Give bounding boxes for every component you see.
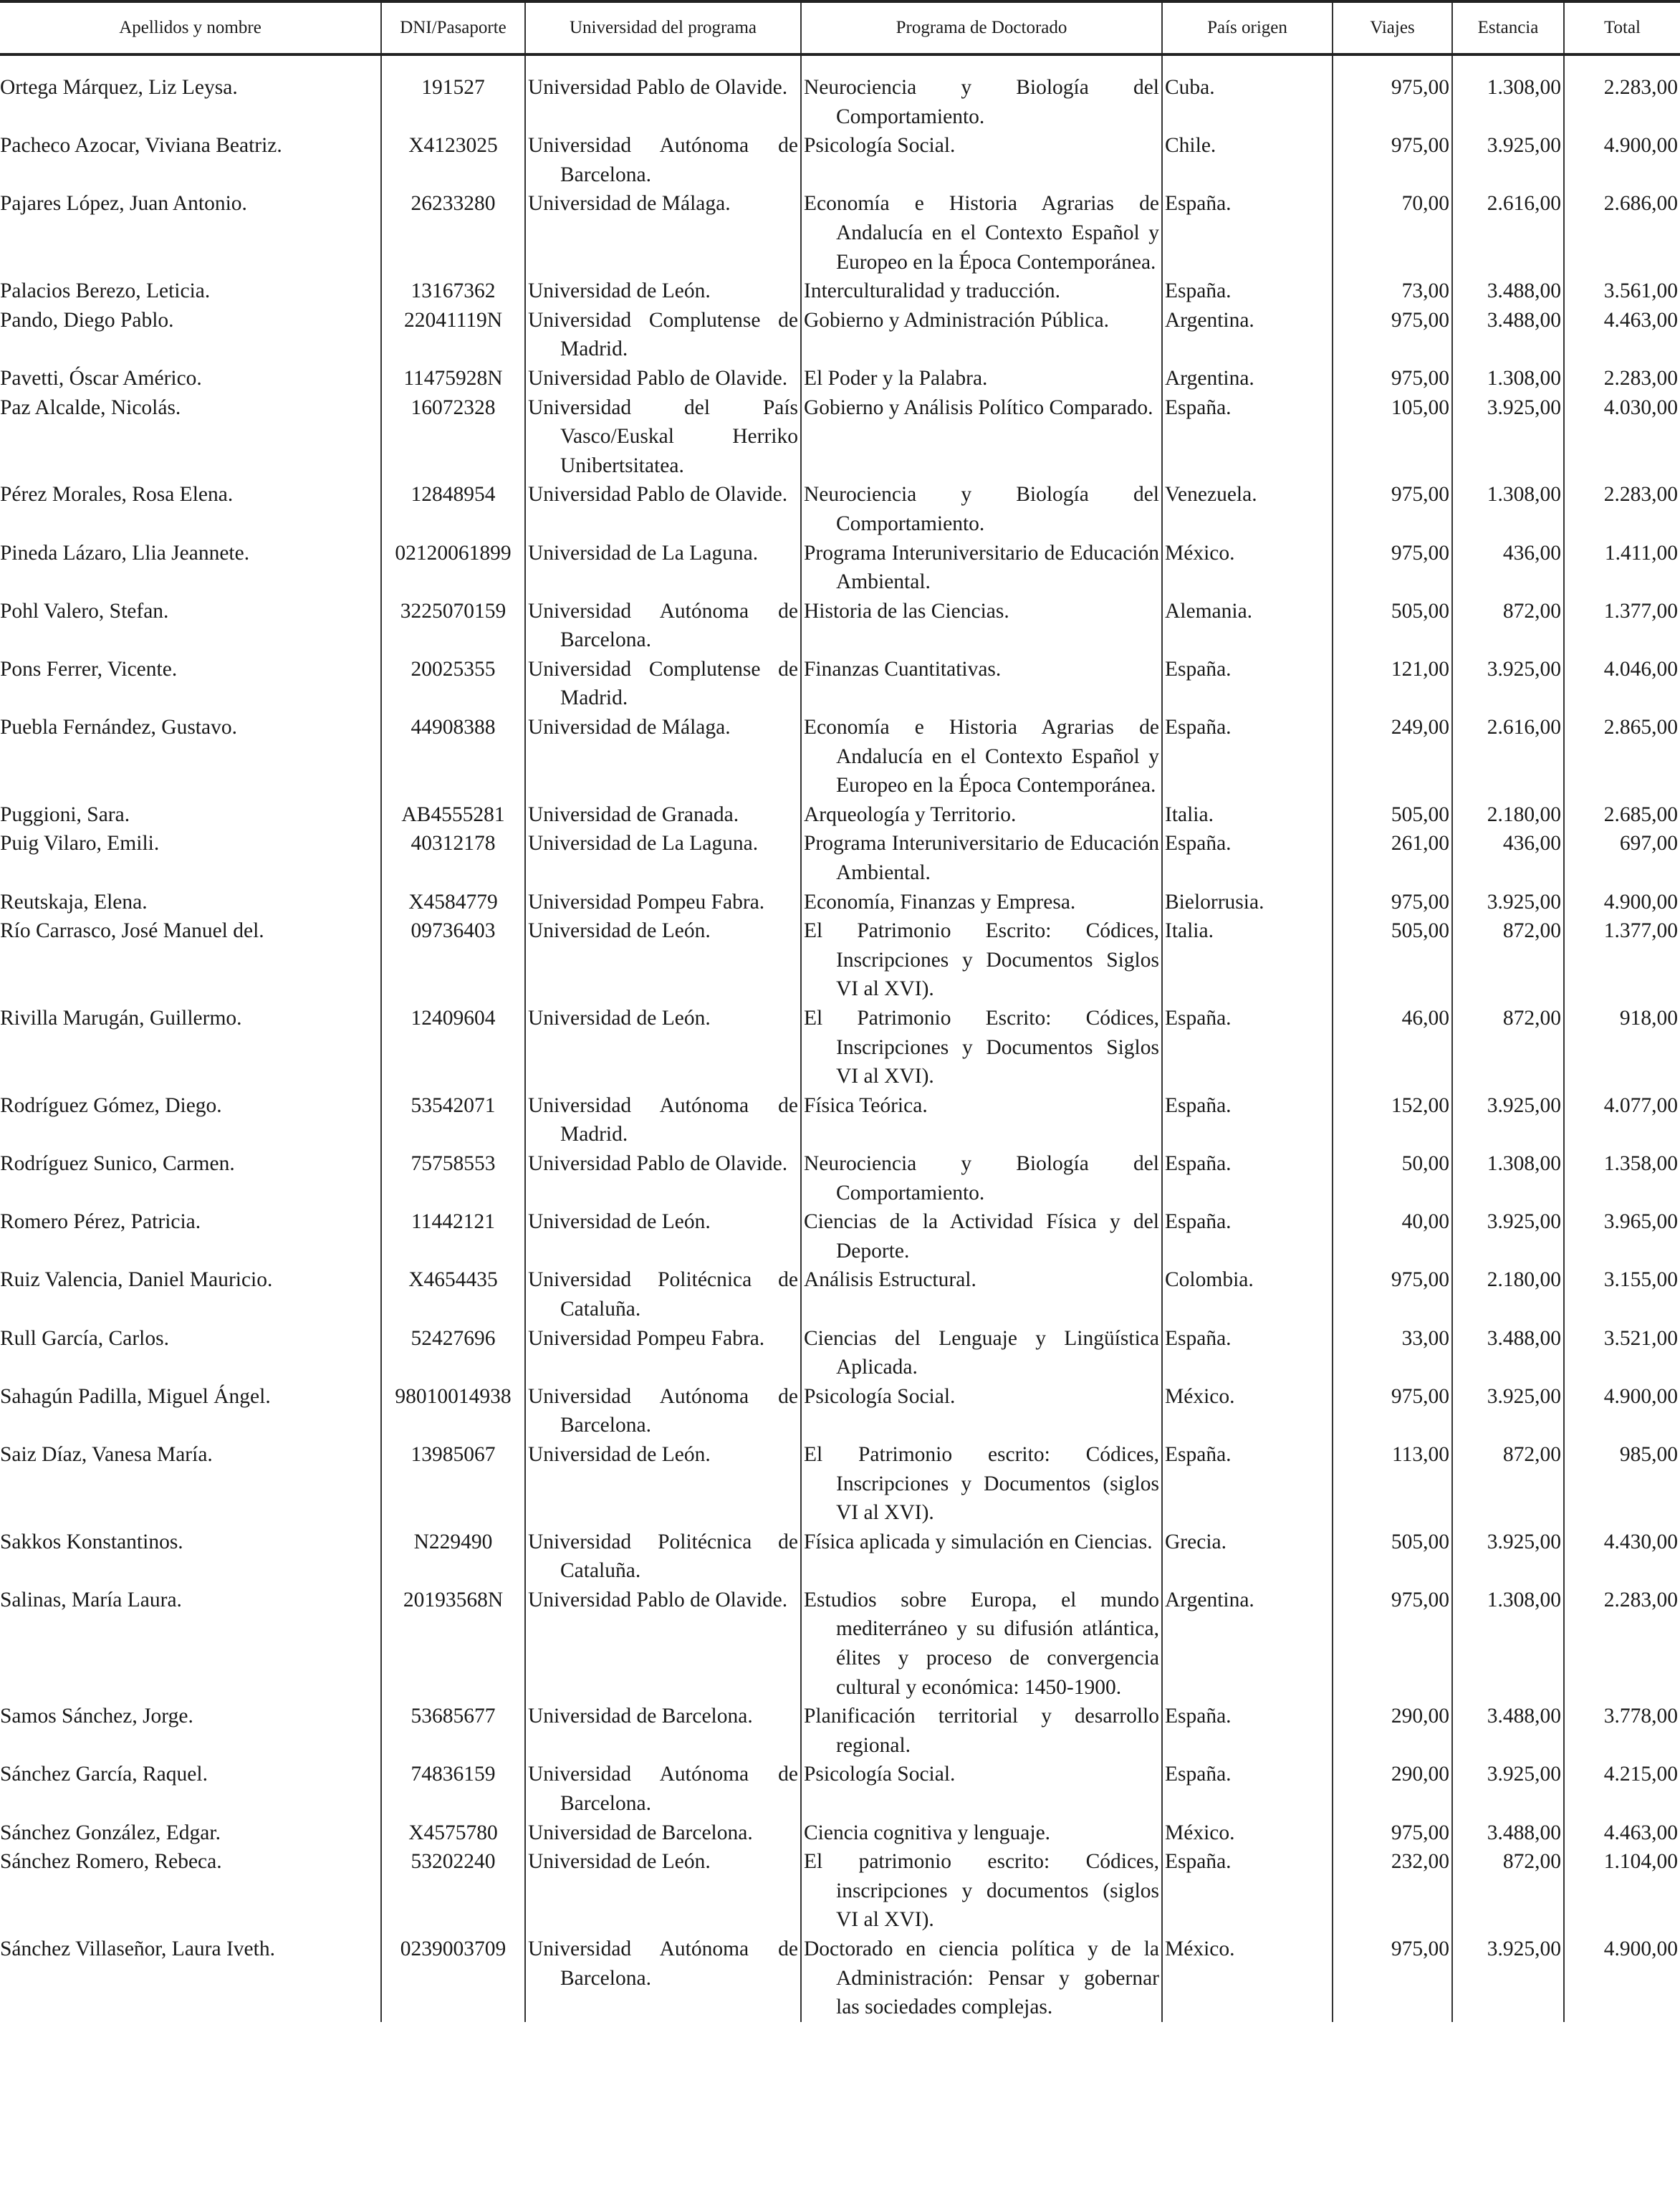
name-cell: Puggioni, Sara.: [0, 803, 130, 826]
travel-cell: 121,00: [1333, 655, 1452, 713]
program-cell: Psicología Social.: [801, 131, 1162, 189]
name-cell: Pajares López, Juan Antonio.: [0, 192, 247, 216]
travel-cell: 975,00: [1333, 1819, 1452, 1848]
stay-cell: 3.925,00: [1452, 1207, 1564, 1265]
header-university: Universidad del programa: [525, 1, 801, 54]
university-cell: Universidad de León.: [525, 1847, 801, 1935]
program-cell: Economía e Historia Agrarias de Andalucía en el Contexto Español y Europeo en la Época Contemporánea.: [801, 713, 1162, 800]
university-cell: Universidad Autónoma de Barcelona.: [525, 1382, 801, 1440]
table-row: [0, 597, 1680, 655]
total-cell: 2.283,00: [1564, 480, 1680, 538]
name-cell: Sakkos Konstantinos.: [0, 1530, 183, 1553]
stay-cell: 872,00: [1452, 1847, 1564, 1935]
dni-cell: 74836159: [381, 1760, 525, 1818]
program-cell: Estudios sobre Europa, el mundo mediterráneo y su difusión atlántica, élites y proceso de convergencia cultural y económica: 1450-1900.: [801, 1586, 1162, 1702]
table-row: [0, 1265, 1680, 1323]
table-row: [0, 1586, 1680, 1702]
travel-cell: 261,00: [1333, 829, 1452, 887]
university-cell: Universidad de Málaga.: [525, 713, 801, 800]
header-stay: Estancia: [1452, 1, 1564, 54]
header-program: Programa de Doctorado: [801, 1, 1162, 54]
dni-cell: 3225070159: [381, 597, 525, 655]
country-cell: Venezuela.: [1162, 480, 1333, 538]
stay-cell: 3.925,00: [1452, 393, 1564, 481]
header-total: Total: [1564, 1, 1680, 54]
country-cell: España.: [1162, 1760, 1333, 1818]
table-row: [0, 1207, 1680, 1265]
total-cell: 1.104,00: [1564, 1847, 1680, 1935]
dni-cell: 20025355: [381, 655, 525, 713]
total-cell: 3.778,00: [1564, 1702, 1680, 1760]
total-cell: 4.900,00: [1564, 131, 1680, 189]
total-cell: 918,00: [1564, 1004, 1680, 1091]
table-row: [0, 655, 1680, 713]
dni-cell: 191527: [381, 54, 525, 131]
dni-cell: 13167362: [381, 277, 525, 306]
total-cell: 2.283,00: [1564, 54, 1680, 131]
dni-cell: 22041119N: [381, 306, 525, 364]
stay-cell: 872,00: [1452, 1004, 1564, 1091]
program-cell: Historia de las Ciencias.: [801, 597, 1162, 655]
name-cell: Ortega Márquez, Liz Leysa.: [0, 76, 238, 99]
university-cell: Universidad de La Laguna.: [525, 829, 801, 887]
total-cell: 3.155,00: [1564, 1265, 1680, 1323]
stay-cell: 3.925,00: [1452, 1091, 1564, 1149]
country-cell: México.: [1162, 1935, 1333, 2022]
stay-cell: 3.925,00: [1452, 131, 1564, 189]
travel-cell: 290,00: [1333, 1702, 1452, 1760]
country-cell: Grecia.: [1162, 1528, 1333, 1586]
total-cell: 4.900,00: [1564, 888, 1680, 917]
name-cell: Pavetti, Óscar Américo.: [0, 366, 202, 390]
program-cell: Gobierno y Análisis Político Comparado.: [801, 393, 1162, 481]
table-row: [0, 54, 1680, 131]
program-cell: Física Teórica.: [801, 1091, 1162, 1149]
dni-cell: 53202240: [381, 1847, 525, 1935]
name-cell: Reutskaja, Elena.: [0, 890, 148, 914]
dni-cell: 26233280: [381, 189, 525, 277]
total-cell: 985,00: [1564, 1440, 1680, 1528]
total-cell: 4.030,00: [1564, 393, 1680, 481]
name-cell: Ruiz Valencia, Daniel Mauricio.: [0, 1268, 273, 1292]
stay-cell: 2.616,00: [1452, 189, 1564, 277]
program-cell: Interculturalidad y traducción.: [801, 277, 1162, 306]
total-cell: 1.411,00: [1564, 539, 1680, 597]
dni-cell: AB4555281: [381, 800, 525, 830]
table-row: [0, 713, 1680, 800]
university-cell: Universidad Politécnica de Cataluña.: [525, 1528, 801, 1586]
program-cell: Doctorado en ciencia política y de la Administración: Pensar y gobernar las sociedades complejas.: [801, 1935, 1162, 2022]
table-row: [0, 1935, 1680, 2022]
university-cell: Universidad de Barcelona.: [525, 1702, 801, 1760]
table-row: [0, 829, 1680, 887]
program-cell: Gobierno y Administración Pública.: [801, 306, 1162, 364]
name-cell: Puig Vilaro, Emili.: [0, 832, 160, 856]
table-row: [0, 539, 1680, 597]
university-cell: Universidad de Granada.: [525, 800, 801, 830]
university-cell: Universidad Autónoma de Barcelona.: [525, 1760, 801, 1818]
stay-cell: 3.925,00: [1452, 1760, 1564, 1818]
dni-cell: 12848954: [381, 480, 525, 538]
name-cell: Saiz Díaz, Vanesa María.: [0, 1442, 213, 1466]
dni-cell: 11442121: [381, 1207, 525, 1265]
stay-cell: 872,00: [1452, 597, 1564, 655]
university-cell: Universidad Pompeu Fabra.: [525, 888, 801, 917]
dni-cell: X4584779: [381, 888, 525, 917]
name-cell: Rodríguez Sunico, Carmen.: [0, 1151, 235, 1175]
table-row: [0, 1324, 1680, 1382]
dni-cell: 52427696: [381, 1324, 525, 1382]
program-cell: Economía e Historia Agrarias de Andalucía en el Contexto Español y Europeo en la Época Contemporánea.: [801, 189, 1162, 277]
dni-cell: X4123025: [381, 131, 525, 189]
dni-cell: 16072328: [381, 393, 525, 481]
travel-cell: 975,00: [1333, 1265, 1452, 1323]
dni-cell: 20193568N: [381, 1586, 525, 1702]
country-cell: Bielorrusia.: [1162, 888, 1333, 917]
university-cell: Universidad de Barcelona.: [525, 1819, 801, 1848]
university-cell: Universidad de León.: [525, 1207, 801, 1265]
country-cell: España.: [1162, 1207, 1333, 1265]
university-cell: Universidad Pompeu Fabra.: [525, 1324, 801, 1382]
university-cell: Universidad Pablo de Olavide.: [525, 480, 801, 538]
name-cell: Pacheco Azocar, Viviana Beatriz.: [0, 134, 282, 158]
country-cell: Argentina.: [1162, 306, 1333, 364]
stay-cell: 3.925,00: [1452, 655, 1564, 713]
stay-cell: 2.180,00: [1452, 800, 1564, 830]
total-cell: 4.430,00: [1564, 1528, 1680, 1586]
table-row: [0, 800, 1680, 830]
name-cell: Salinas, María Laura.: [0, 1588, 182, 1611]
name-cell: Rodríguez Gómez, Diego.: [0, 1093, 222, 1117]
table-row: [0, 1091, 1680, 1149]
name-cell: Sánchez García, Raquel.: [0, 1763, 208, 1786]
total-cell: 3.965,00: [1564, 1207, 1680, 1265]
table-row: [0, 888, 1680, 917]
stay-cell: 436,00: [1452, 539, 1564, 597]
program-cell: Análisis Estructural.: [801, 1265, 1162, 1323]
table-row: [0, 1819, 1680, 1848]
travel-cell: 152,00: [1333, 1091, 1452, 1149]
total-cell: 2.283,00: [1564, 364, 1680, 393]
dni-cell: 09736403: [381, 916, 525, 1004]
program-cell: Economía, Finanzas y Empresa.: [801, 888, 1162, 917]
program-cell: Programa Interuniversitario de Educación Ambiental.: [801, 539, 1162, 597]
stay-cell: 3.925,00: [1452, 888, 1564, 917]
country-cell: España.: [1162, 277, 1333, 306]
stay-cell: 1.308,00: [1452, 364, 1564, 393]
university-cell: Universidad Autónoma de Barcelona.: [525, 1935, 801, 2022]
travel-cell: 249,00: [1333, 713, 1452, 800]
travel-cell: 505,00: [1333, 1528, 1452, 1586]
table-row: [0, 393, 1680, 481]
university-cell: Universidad Pablo de Olavide.: [525, 1149, 801, 1207]
country-cell: México.: [1162, 539, 1333, 597]
name-cell: Rull García, Carlos.: [0, 1326, 169, 1350]
total-cell: 1.377,00: [1564, 597, 1680, 655]
university-cell: Universidad de León.: [525, 1004, 801, 1091]
table-row: [0, 1847, 1680, 1935]
table-row: [0, 1440, 1680, 1528]
header-name: Apellidos y nombre: [0, 1, 381, 54]
country-cell: España.: [1162, 829, 1333, 887]
travel-cell: 975,00: [1333, 131, 1452, 189]
university-cell: Universidad Complutense de Madrid.: [525, 306, 801, 364]
stay-cell: 1.308,00: [1452, 54, 1564, 131]
program-cell: Programa Interuniversitario de Educación Ambiental.: [801, 829, 1162, 887]
country-cell: España.: [1162, 713, 1333, 800]
total-cell: 4.900,00: [1564, 1382, 1680, 1440]
program-cell: Psicología Social.: [801, 1382, 1162, 1440]
table-row: [0, 131, 1680, 189]
travel-cell: 70,00: [1333, 189, 1452, 277]
travel-cell: 505,00: [1333, 597, 1452, 655]
travel-cell: 33,00: [1333, 1324, 1452, 1382]
stay-cell: 3.488,00: [1452, 1324, 1564, 1382]
table-row: [0, 1702, 1680, 1760]
university-cell: Universidad Politécnica de Cataluña.: [525, 1265, 801, 1323]
total-cell: 4.077,00: [1564, 1091, 1680, 1149]
program-cell: Psicología Social.: [801, 1760, 1162, 1818]
dni-cell: 44908388: [381, 713, 525, 800]
country-cell: España.: [1162, 1004, 1333, 1091]
name-cell: Samos Sánchez, Jorge.: [0, 1705, 193, 1728]
program-cell: Planificación territorial y desarrollo regional.: [801, 1702, 1162, 1760]
university-cell: Universidad de La Laguna.: [525, 539, 801, 597]
country-cell: Cuba.: [1162, 54, 1333, 131]
total-cell: 1.358,00: [1564, 1149, 1680, 1207]
name-cell: Rivilla Marugán, Guillermo.: [0, 1007, 242, 1030]
total-cell: 697,00: [1564, 829, 1680, 887]
stay-cell: 1.308,00: [1452, 1149, 1564, 1207]
program-cell: El Poder y la Palabra.: [801, 364, 1162, 393]
name-cell: Palacios Berezo, Leticia.: [0, 279, 211, 303]
total-cell: 4.215,00: [1564, 1760, 1680, 1818]
dni-cell: 75758553: [381, 1149, 525, 1207]
university-cell: Universidad de León.: [525, 916, 801, 1004]
country-cell: Chile.: [1162, 131, 1333, 189]
travel-cell: 975,00: [1333, 1586, 1452, 1702]
total-cell: 2.685,00: [1564, 800, 1680, 830]
country-cell: Italia.: [1162, 800, 1333, 830]
stay-cell: 2.616,00: [1452, 713, 1564, 800]
dni-cell: 53685677: [381, 1702, 525, 1760]
name-cell: Sánchez Villaseñor, Laura Iveth.: [0, 1937, 275, 1960]
total-cell: 1.377,00: [1564, 916, 1680, 1004]
university-cell: Universidad Complutense de Madrid.: [525, 655, 801, 713]
name-cell: Puebla Fernández, Gustavo.: [0, 716, 237, 739]
program-cell: El Patrimonio escrito: Códices, Inscripciones y Documentos (siglos VI al XVI).: [801, 1440, 1162, 1528]
travel-cell: 46,00: [1333, 1004, 1452, 1091]
stay-cell: 3.488,00: [1452, 306, 1564, 364]
dni-cell: 11475928N: [381, 364, 525, 393]
name-cell: Romero Pérez, Patricia.: [0, 1210, 201, 1234]
program-cell: Ciencias de la Actividad Física y del Deporte.: [801, 1207, 1162, 1265]
country-cell: Italia.: [1162, 916, 1333, 1004]
university-cell: Universidad de Málaga.: [525, 189, 801, 277]
travel-cell: 975,00: [1333, 888, 1452, 917]
table-row: [0, 1382, 1680, 1440]
travel-cell: 113,00: [1333, 1440, 1452, 1528]
table-row: [0, 364, 1680, 393]
table-row: [0, 277, 1680, 306]
travel-cell: 50,00: [1333, 1149, 1452, 1207]
total-cell: 2.686,00: [1564, 189, 1680, 277]
travel-cell: 975,00: [1333, 1935, 1452, 2022]
program-cell: Finanzas Cuantitativas.: [801, 655, 1162, 713]
university-cell: Universidad Autónoma de Madrid.: [525, 1091, 801, 1149]
table-body: [0, 54, 1680, 2022]
name-cell: Pons Ferrer, Vicente.: [0, 657, 178, 681]
travel-cell: 975,00: [1333, 480, 1452, 538]
country-cell: España.: [1162, 655, 1333, 713]
stay-cell: 3.488,00: [1452, 1702, 1564, 1760]
travel-cell: 505,00: [1333, 916, 1452, 1004]
program-cell: Física aplicada y simulación en Ciencias.: [801, 1528, 1162, 1586]
table-row: [0, 1004, 1680, 1091]
header-dni: DNI/Pasaporte: [381, 1, 525, 54]
name-cell: Pando, Diego Pablo.: [0, 308, 174, 332]
program-cell: Ciencia cognitiva y lenguaje.: [801, 1819, 1162, 1848]
university-cell: Universidad Pablo de Olavide.: [525, 54, 801, 131]
program-cell: El Patrimonio Escrito: Códices, Inscripciones y Documentos Siglos VI al XVI).: [801, 1004, 1162, 1091]
name-cell: Pineda Lázaro, Llia Jeannete.: [0, 541, 250, 565]
total-cell: 2.283,00: [1564, 1586, 1680, 1702]
stay-cell: 3.925,00: [1452, 1528, 1564, 1586]
table-row: [0, 480, 1680, 538]
country-cell: España.: [1162, 189, 1333, 277]
program-cell: Neurociencia y Biología del Comportamiento.: [801, 1149, 1162, 1207]
country-cell: España.: [1162, 1091, 1333, 1149]
header-country: País origen: [1162, 1, 1333, 54]
stay-cell: 1.308,00: [1452, 1586, 1564, 1702]
total-cell: 4.463,00: [1564, 1819, 1680, 1848]
stay-cell: 3.925,00: [1452, 1935, 1564, 2022]
dni-cell: 98010014938: [381, 1382, 525, 1440]
dni-cell: X4575780: [381, 1819, 525, 1848]
table-row: [0, 916, 1680, 1004]
program-cell: El patrimonio escrito: Códices, inscripciones y documentos (siglos VI al XVI).: [801, 1847, 1162, 1935]
country-cell: México.: [1162, 1819, 1333, 1848]
name-cell: Pérez Morales, Rosa Elena.: [0, 483, 234, 507]
country-cell: Colombia.: [1162, 1265, 1333, 1323]
header-row: [0, 1, 1680, 54]
program-cell: Neurociencia y Biología del Comportamiento.: [801, 54, 1162, 131]
country-cell: Argentina.: [1162, 1586, 1333, 1702]
table-row: [0, 306, 1680, 364]
travel-cell: 232,00: [1333, 1847, 1452, 1935]
total-cell: 4.900,00: [1564, 1935, 1680, 2022]
table-row: [0, 1528, 1680, 1586]
program-cell: Neurociencia y Biología del Comportamiento.: [801, 480, 1162, 538]
travel-cell: 505,00: [1333, 800, 1452, 830]
country-cell: España.: [1162, 1702, 1333, 1760]
stay-cell: 872,00: [1452, 916, 1564, 1004]
country-cell: México.: [1162, 1382, 1333, 1440]
travel-cell: 975,00: [1333, 54, 1452, 131]
travel-cell: 105,00: [1333, 393, 1452, 481]
name-cell: Sahagún Padilla, Miguel Ángel.: [0, 1384, 271, 1408]
stay-cell: 3.488,00: [1452, 277, 1564, 306]
country-cell: Argentina.: [1162, 364, 1333, 393]
total-cell: 2.865,00: [1564, 713, 1680, 800]
stay-cell: 3.488,00: [1452, 1819, 1564, 1848]
name-cell: Paz Alcalde, Nicolás.: [0, 396, 181, 419]
total-cell: 3.521,00: [1564, 1324, 1680, 1382]
total-cell: 4.046,00: [1564, 655, 1680, 713]
travel-cell: 975,00: [1333, 306, 1452, 364]
university-cell: Universidad Autónoma de Barcelona.: [525, 597, 801, 655]
stay-cell: 1.308,00: [1452, 480, 1564, 538]
name-cell: Pohl Valero, Stefan.: [0, 599, 169, 623]
total-cell: 3.561,00: [1564, 277, 1680, 306]
university-cell: Universidad de León.: [525, 1440, 801, 1528]
travel-cell: 290,00: [1333, 1760, 1452, 1818]
stay-cell: 3.925,00: [1452, 1382, 1564, 1440]
dni-cell: 13985067: [381, 1440, 525, 1528]
country-cell: España.: [1162, 1847, 1333, 1935]
travel-cell: 73,00: [1333, 277, 1452, 306]
country-cell: España.: [1162, 1440, 1333, 1528]
table-row: [0, 1760, 1680, 1818]
header-travel: Viajes: [1333, 1, 1452, 54]
university-cell: Universidad del País Vasco/Euskal Herriko Unibertsitatea.: [525, 393, 801, 481]
total-cell: 4.463,00: [1564, 306, 1680, 364]
name-cell: Sánchez Romero, Rebeca.: [0, 1850, 222, 1874]
program-cell: El Patrimonio Escrito: Códices, Inscripciones y Documentos Siglos VI al XVI).: [801, 916, 1162, 1004]
dni-cell: N229490: [381, 1528, 525, 1586]
program-cell: Arqueología y Territorio.: [801, 800, 1162, 830]
country-cell: Alemania.: [1162, 597, 1333, 655]
university-cell: Universidad de León.: [525, 277, 801, 306]
table-row: [0, 1149, 1680, 1207]
program-cell: Ciencias del Lenguaje y Lingüística Aplicada.: [801, 1324, 1162, 1382]
dni-cell: X4654435: [381, 1265, 525, 1323]
name-cell: Río Carrasco, José Manuel del.: [0, 919, 264, 943]
travel-cell: 975,00: [1333, 539, 1452, 597]
country-cell: España.: [1162, 1324, 1333, 1382]
dni-cell: 0239003709: [381, 1935, 525, 2022]
stay-cell: 436,00: [1452, 829, 1564, 887]
university-cell: Universidad Autónoma de Barcelona.: [525, 131, 801, 189]
dni-cell: 53542071: [381, 1091, 525, 1149]
stay-cell: 2.180,00: [1452, 1265, 1564, 1323]
university-cell: Universidad Pablo de Olavide.: [525, 364, 801, 393]
travel-cell: 975,00: [1333, 1382, 1452, 1440]
dni-cell: 12409604: [381, 1004, 525, 1091]
dni-cell: 02120061899: [381, 539, 525, 597]
travel-cell: 40,00: [1333, 1207, 1452, 1265]
country-cell: España.: [1162, 393, 1333, 481]
country-cell: España.: [1162, 1149, 1333, 1207]
table-row: [0, 189, 1680, 277]
travel-cell: 975,00: [1333, 364, 1452, 393]
dni-cell: 40312178: [381, 829, 525, 887]
stay-cell: 872,00: [1452, 1440, 1564, 1528]
university-cell: Universidad Pablo de Olavide.: [525, 1586, 801, 1702]
name-cell: Sánchez González, Edgar.: [0, 1821, 221, 1844]
